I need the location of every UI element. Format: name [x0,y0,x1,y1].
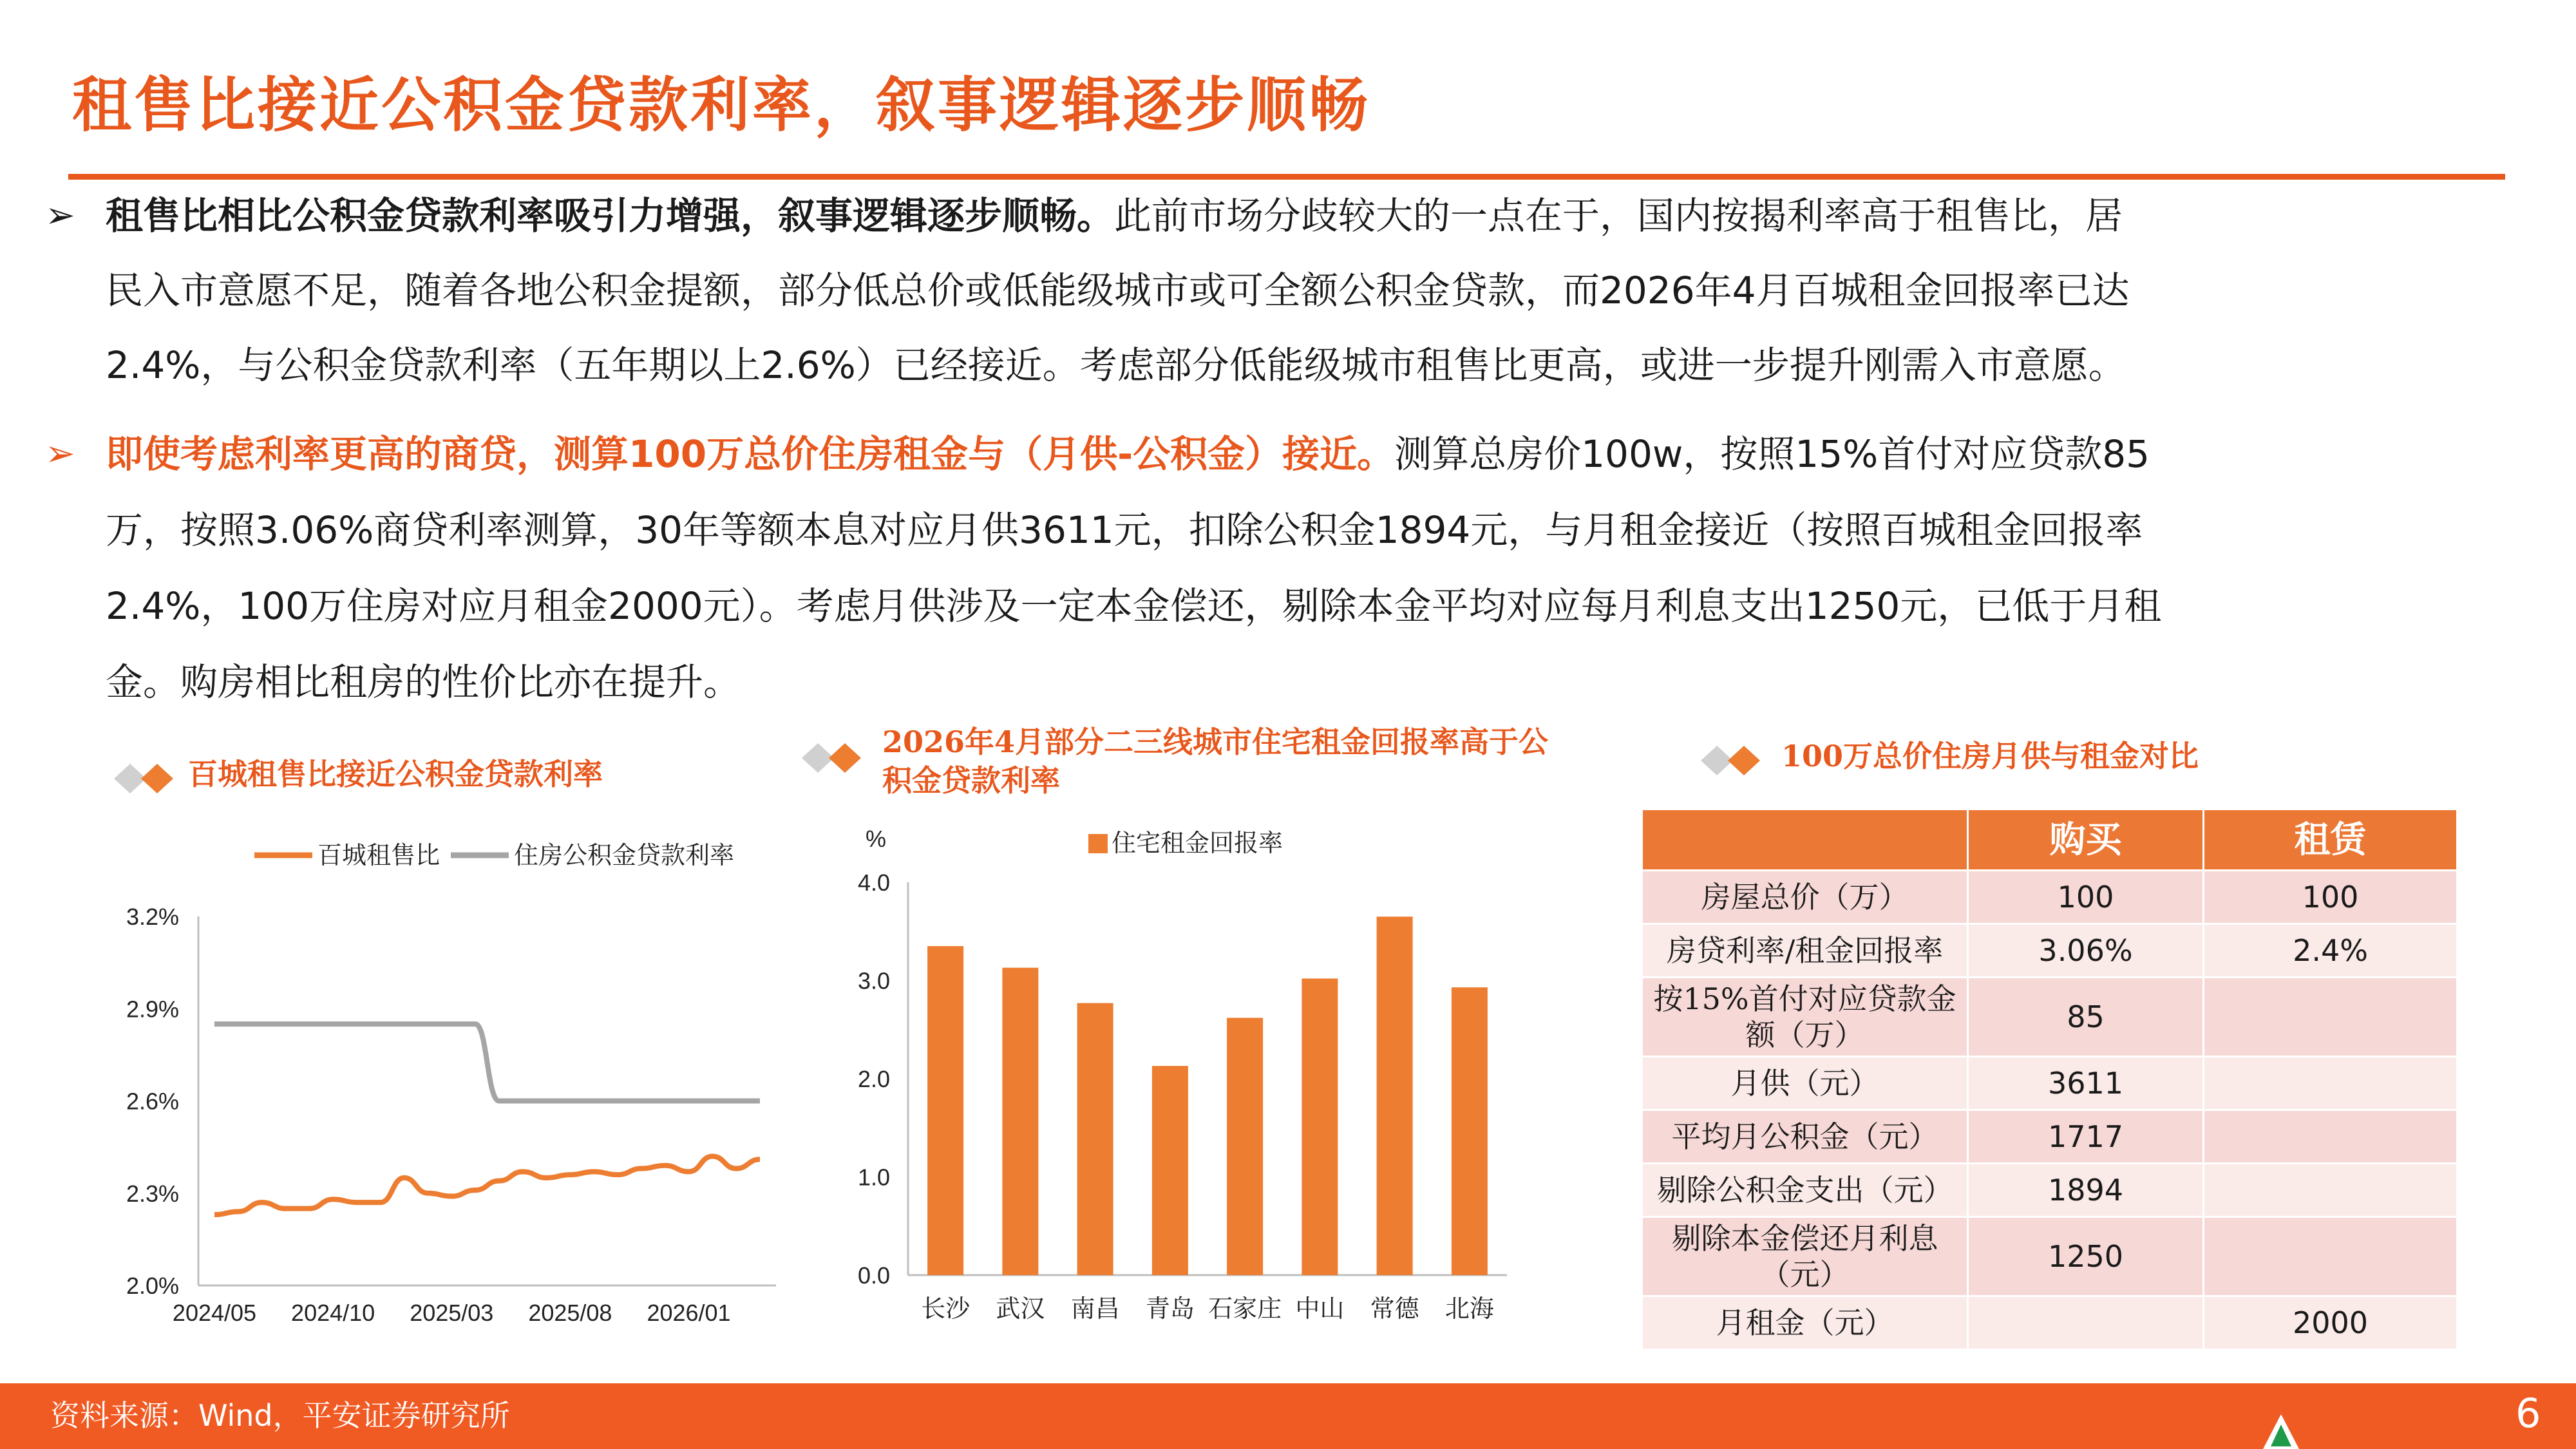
y-tick-label: 2.6% [126,1088,179,1115]
y-tick-label: 3.0 [857,967,890,994]
x-tick-label: 2026/01 [647,1300,731,1326]
table-cell: 1717 [1968,1110,2204,1164]
table-row [1642,871,2458,924]
x-tick-label: 长沙 [921,1296,971,1323]
bullet-1-lead: 租售比相比公积金贷款利率吸引力增强，叙事逻辑逐步顺畅。 [106,194,1115,238]
x-tick-label: 2024/05 [172,1300,257,1326]
x-tick-label: 武汉 [996,1296,1045,1323]
legend-swatch [1088,834,1108,853]
table-cell: 剔除公积金支出（元） [1642,1164,1968,1217]
table-header-cell [1642,810,1968,871]
bar-chart [837,818,1584,1340]
page-title: 租售比接近公积金贷款利率，叙事逻辑逐步顺畅 [72,70,1371,140]
x-tick-label: 中山 [1295,1296,1345,1323]
table-cell [1968,1296,2204,1350]
y-tick-label: 1.0 [857,1164,890,1191]
table-cell: 平均月公积金（元） [1642,1110,1968,1164]
logo-icon [2262,1412,2300,1449]
bar [927,946,963,1275]
x-tick-label: 常德 [1370,1296,1419,1323]
bullet-2-lead: 即使考虑利率更高的商贷，测算100万总价住房租金与（月供-公积金）接近。 [106,432,1395,476]
page-number: 6 [2515,1390,2541,1437]
legend-label: 住宅租金回报率 [1112,830,1283,857]
table-row [1642,924,2458,978]
table-row [1642,1164,2458,1217]
bar [1152,1066,1188,1275]
source-note: 资料来源：Wind，平安证券研究所 [50,1398,510,1433]
table-cell: 85 [1968,978,2204,1057]
x-tick-label: 南昌 [1070,1296,1120,1323]
x-tick-label: 2025/03 [410,1300,494,1326]
diamond-icon [111,762,182,795]
table-row [1642,1110,2458,1164]
table-cell [2204,1110,2458,1164]
legend-label: 百城租售比 [317,842,440,869]
table-cell: 月租金（元） [1642,1296,1968,1350]
bar [1377,916,1413,1275]
table-row [1642,1057,2458,1110]
x-tick-label: 石家庄 [1208,1296,1282,1323]
table-cell: 3.06% [1968,924,2204,978]
table-cell: 剔除本金偿还月利息（元） [1642,1217,1968,1296]
table-cell: 2.4% [2204,924,2458,978]
bar [1227,1018,1263,1275]
x-tick-label: 北海 [1444,1296,1494,1323]
diamond-icon [1698,744,1768,777]
bullet-2-line-3: 2.4%，100万住房对应月租金2000元）。考虑月供涉及一定本金偿还，剔除本金平均对应每月利息支出1250元，已低于月租 [106,584,2162,628]
table-cell [2204,1164,2458,1217]
table-header-cell: 租赁 [2204,810,2458,871]
bullet-2-line-1: 即使考虑利率更高的商贷，测算100万总价住房租金与（月供-公积金）接近。测算总房价100w，按照15%首付对应贷款85 [106,432,2150,476]
y-tick-label: 2.0 [857,1066,890,1092]
table-row [1642,1296,2458,1350]
table-cell: 100 [1968,871,2204,924]
diamond-icon [799,742,869,774]
table-cell: 2000 [2204,1296,2458,1350]
y-tick-label: 4.0 [857,869,890,896]
bullet-arrow-icon: ➢ [45,194,75,236]
table-cell: 按15%首付对应贷款金额（万） [1642,978,1968,1057]
bullet-2-line-4: 金。购房相比租房的性价比亦在提升。 [106,660,741,704]
line-chart [97,824,811,1340]
x-tick-label: 2024/10 [291,1300,375,1326]
series-line [214,1156,760,1215]
bullet-1-line-3: 2.4%，与公积金贷款利率（五年期以上2.6%）已经接近。考虑部分低能级城市租售比更高，或进一步提升刚需入市意愿。 [106,343,2126,387]
x-tick-label: 青岛 [1145,1296,1195,1323]
table-header-cell: 购买 [1968,810,2204,871]
bar [1077,1003,1113,1275]
y-tick-label: 0.0 [857,1262,890,1289]
table-cell: 房屋总价（万） [1642,871,1968,924]
y-axis-unit: % [865,826,887,852]
comparison-table [1641,808,2458,1350]
bar [1002,968,1038,1275]
table-row [1642,1217,2458,1296]
table-cell [2204,1217,2458,1296]
y-tick-label: 2.9% [126,996,179,1023]
series-line [214,1024,760,1101]
y-tick-label: 2.3% [126,1180,179,1207]
bullet-1-line-1: 租售比相比公积金贷款利率吸引力增强，叙事逻辑逐步顺畅。此前市场分歧较大的一点在于，国内按揭利率高于租售比，居 [106,194,2123,238]
table-cell: 1894 [1968,1164,2204,1217]
table-header-row [1642,810,2458,871]
table-cell: 3611 [1968,1057,2204,1110]
table-cell [2204,978,2458,1057]
bar [1452,987,1488,1275]
bar [1302,978,1338,1275]
table-cell: 1250 [1968,1217,2204,1296]
table-cell: 月供（元） [1642,1057,1968,1110]
x-tick-label: 2025/08 [528,1300,612,1326]
table-cell: 100 [2204,871,2458,924]
bullet-1-line-2: 民入市意愿不足，随着各地公积金提额，部分低总价或低能级城市或可全额公积金贷款，而2026年4月百城租金回报率已达 [106,269,2130,312]
y-tick-label: 3.2% [126,904,179,930]
y-tick-label: 2.0% [126,1273,179,1299]
bullet-2-line-2: 万，按照3.06%商贷利率测算，30年等额本息对应月供3611元，扣除公积金1894元，与月租金接近（按照百城租金回报率 [106,508,2143,552]
table-cell [2204,1057,2458,1110]
table-row [1642,978,2458,1057]
legend-label: 住房公积金贷款利率 [514,842,735,869]
table-cell: 房贷利率/租金回报率 [1642,924,1968,978]
title-divider [68,174,2505,180]
bullet-arrow-icon: ➢ [45,433,75,475]
